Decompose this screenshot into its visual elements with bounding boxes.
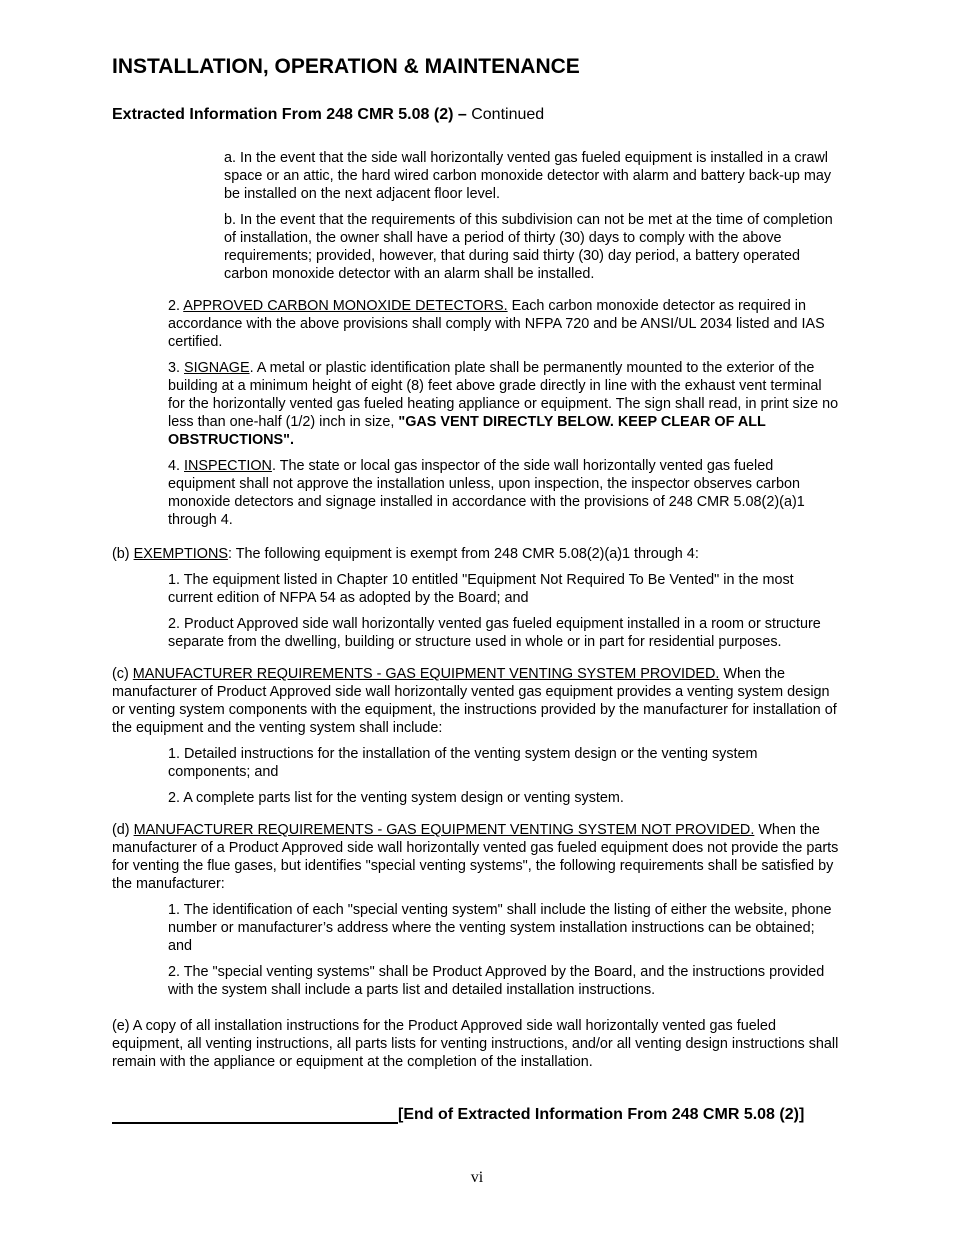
end-of-extract-text: [End of Extracted Information From 248 CMR 5.08 (2)]: [398, 1106, 805, 1123]
item-4-heading: INSPECTION: [184, 458, 272, 474]
section-b-item-2: 2. Product Approved side wall horizontally vented gas fueled equipment installed in a room or structure separate from the dwelling, building or structure used in whole or in part for residential purposes.: [168, 616, 821, 650]
item-2-heading: APPROVED CARBON MONOXIDE DETECTORS.: [183, 298, 508, 314]
paragraph-a: a. In the event that the side wall horizontally vented gas fueled equipment is installed in a crawl space or an attic, the hard wired carbon monoxide detector with alarm and battery back-up may be installed on the next adjacent floor level.: [224, 150, 832, 202]
underline-rule: [112, 1105, 398, 1124]
section-b-heading: EXEMPTIONS: [133, 546, 228, 562]
section-d-venting-not-provided: [112, 821, 842, 893]
item-2-number: 2.: [168, 298, 184, 314]
section-c-venting-provided: [112, 665, 842, 737]
section-b-text: : The following equipment is exempt from 248 CMR 5.08(2)(a)1 through 4:: [227, 546, 699, 562]
section-b-item-1: 1. The equipment listed in Chapter 10 entitled "Equipment Not Required To Be Vented" in the most current edition of NFPA 54 as adopted by the Board; and: [168, 572, 794, 606]
document-body: [112, 149, 842, 1079]
item-4-text: . The state or local gas inspector of the side wall horizontally vented gas fueled equipment shall not approve the installation unless, upon inspection, the inspector observes carbon monoxide detectors and signage installed in accordance with the provisions of 248 CMR 5.08(2)(a)1 through 4.: [168, 458, 805, 528]
section-c-text: When the manufacturer of Product Approved side wall horizontally vented gas equipment provides a venting system design or venting system components with the equipment, the instructions provided by the manufacturer for installation of the equipment and the venting system shall include:: [112, 666, 837, 736]
item-3-number: 3.: [168, 360, 184, 376]
paragraph-b: b. In the event that the requirements of this subdivision can not be met at the time of completion of installation, the owner shall have a period of thirty (30) days to comply with the above requirements; provided, however, that during said thirty (30) day period, a battery operated carbon monoxide detector with an alarm shall be installed.: [224, 212, 833, 282]
section-d-item-2: 2. The "special venting systems" shall be Product Approved by the Board, and the instructions provided with the system shall include a parts list and detailed installation instructions.: [168, 964, 825, 998]
item-3-heading: SIGNAGE: [184, 360, 250, 376]
section-d-text: When the manufacturer of a Product Approved side wall horizontally vented gas fueled equipment does not provide the parts for venting the flue gases, but identifies "special venting systems", the following requirements shall be satisfied by the manufacturer:: [112, 822, 839, 892]
item-3-text: . A metal or plastic identification plate shall be permanently mounted to the exterior of the building at a minimum height of eight (8) feet above grade directly in line with the exhaust vent terminal for the horizontally vented gas fueled heating appliance or equipment. The sign shall read, in print size no less than one-half (1/2) inch in size,: [168, 360, 839, 430]
section-c-heading: MANUFACTURER REQUIREMENTS - GAS EQUIPMENT VENTING SYSTEM PROVIDED.: [132, 666, 720, 682]
subtitle-bold: Extracted Information From 248 CMR 5.08 (2) –: [112, 106, 467, 123]
item-2-text: Each carbon monoxide detector as required in accordance with the above provisions shall comply with NFPA 720 and be ANSI/UL 2034 listed and IAS certified.: [168, 298, 825, 350]
page-title: INSTALLATION, OPERATION & MAINTENANCE: [112, 55, 580, 78]
section-d-number: (d): [112, 822, 134, 838]
item-4-number: 4.: [168, 458, 184, 474]
section-c-item-1: 1. Detailed instructions for the installation of the venting system design or the venting system components; and: [168, 746, 758, 780]
page-number: vi: [470, 1169, 484, 1186]
section-b-number: (b): [112, 546, 134, 562]
section-c-item-2: 2. A complete parts list for the venting system design or venting system.: [168, 790, 624, 806]
section-e-instructions: (e) A copy of all installation instructions for the Product Approved side wall horizontally vented gas fueled equipment, all venting instructions, all parts lists for venting instructions, and/or all venting design instructions shall remain with the appliance or equipment at the completion of the installation.: [112, 1018, 839, 1070]
section-d-heading: MANUFACTURER REQUIREMENTS - GAS EQUIPMENT VENTING SYSTEM NOT PROVIDED.: [133, 822, 755, 838]
section-b-exemptions: [112, 545, 842, 563]
item-3-sign-text: "GAS VENT DIRECTLY BELOW. KEEP CLEAR OF ALL OBSTRUCTIONS".: [168, 414, 766, 448]
item-3-signage: [112, 359, 842, 449]
section-subtitle: [112, 106, 544, 124]
item-4-inspection: [112, 457, 842, 529]
section-c-number: (c): [112, 666, 133, 682]
section-d-item-1: 1. The identification of each "special venting system" shall include the listing of either the website, phone number or manufacturer’s address where the venting system installation instructions can be obtained; and: [168, 902, 832, 954]
subtitle-normal: Continued: [466, 106, 545, 123]
item-2-co-detectors: [112, 297, 842, 351]
end-of-extract-line: [112, 1105, 804, 1124]
